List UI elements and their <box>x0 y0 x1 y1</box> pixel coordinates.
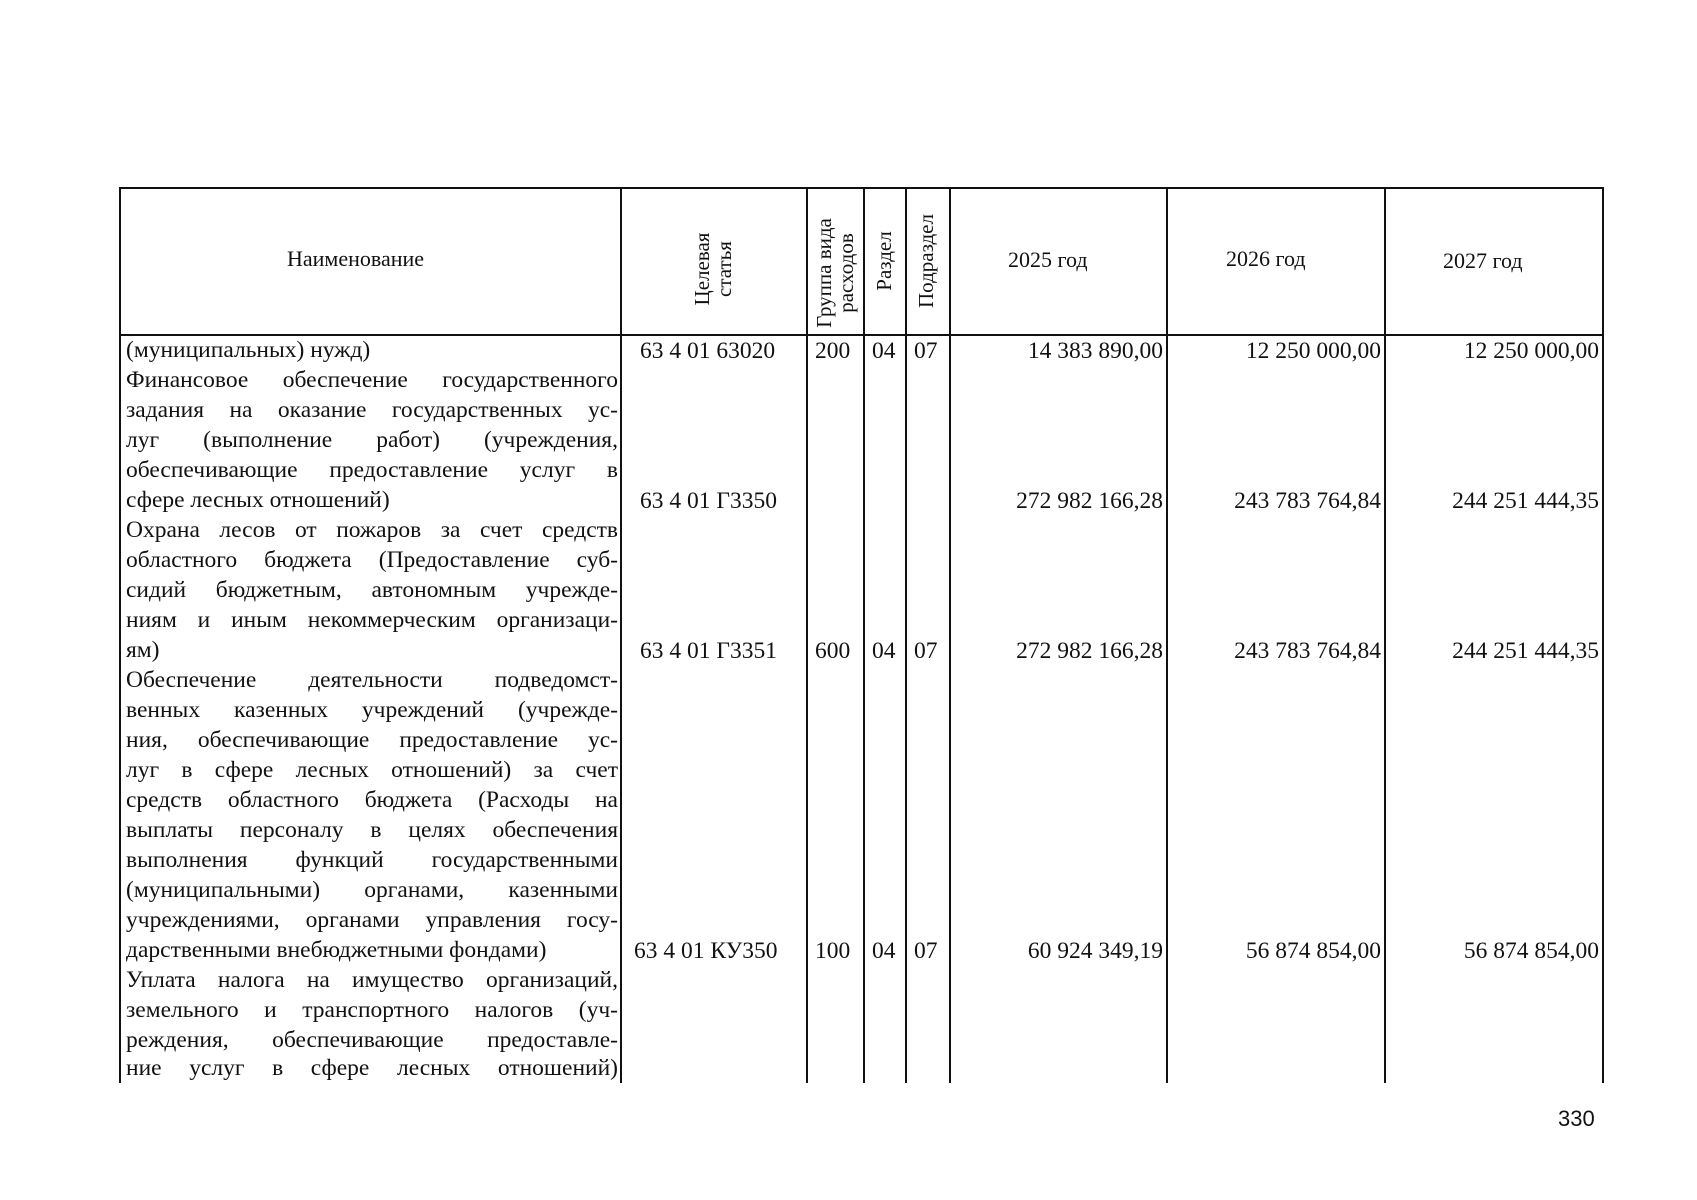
header-2025: 2025 год <box>1008 247 1088 272</box>
row-3-name-line-2: ния, обеспечивающие предоставление ус- <box>126 727 618 753</box>
col-border <box>863 187 865 1083</box>
row-3-2027: 56 874 854,00 <box>1463 938 1599 964</box>
row-3-code: 63 4 01 КУ350 <box>634 938 778 964</box>
col-border <box>119 187 121 1083</box>
row-3-2026: 56 874 854,00 <box>1245 938 1381 964</box>
header-subsection: Подраздел <box>914 214 938 308</box>
row-2-name-line-1: областного бюджета (Предоставление суб- <box>126 547 618 573</box>
row-4-name-line-1: земельного и транспортного налогов (уч- <box>126 997 618 1023</box>
row-3-name-line-3: луг в сфере лесных отношений) за счет <box>126 757 618 783</box>
row-3-name-line-5: выплаты персоналу в целях обеспечения <box>126 817 618 843</box>
table-top-border <box>119 187 1604 189</box>
col-border <box>1602 187 1604 1083</box>
row-1-name-line-0: Финансовое обеспечение государственного <box>126 367 618 393</box>
header-2027: 2027 год <box>1443 248 1523 273</box>
row-3-group: 100 <box>815 938 851 964</box>
page-number: 330 <box>1558 1106 1595 1131</box>
row-2-subsection: 07 <box>914 638 938 664</box>
row-1-2026: 243 783 764,84 <box>1234 488 1381 514</box>
col-border <box>806 187 808 1083</box>
row-4-name-line-0: Уплата налога на имущество организаций, <box>126 967 618 993</box>
row-3-name-line-1: венных казенных учреждений (учрежде- <box>126 697 618 723</box>
row-0-2026: 12 250 000,00 <box>1245 338 1381 364</box>
row-2-2027: 244 251 444,35 <box>1452 638 1599 664</box>
row-1-name-line-3: обеспечивающие предоставление услуг в <box>126 457 618 483</box>
header-2026: 2026 год <box>1226 246 1306 271</box>
row-3-name-line-4: средств областного бюджета (Расходы на <box>126 787 618 813</box>
row-3-section: 04 <box>872 938 896 964</box>
row-3-subsection: 07 <box>914 938 938 964</box>
header-expense-group <box>813 203 859 343</box>
row-2-name-line-2: сидий бюджетным, автономным учрежде- <box>126 577 618 603</box>
row-2-group: 600 <box>815 638 851 664</box>
header-target-article-text: Целевая статья <box>690 232 736 306</box>
row-2-name-line-4: ям) <box>126 637 160 663</box>
row-2-section: 04 <box>872 638 896 664</box>
row-2-name-line-0: Охрана лесов от пожаров за счет средств <box>126 517 618 543</box>
header-target-article <box>691 207 735 331</box>
row-3-name-line-8: учреждениями, органами управления госу- <box>126 907 618 933</box>
row-0-subsection: 07 <box>914 338 938 364</box>
row-3-name-line-0: Обеспечение деятельности подведомст- <box>126 667 618 693</box>
row-2-2025: 272 982 166,28 <box>1016 638 1163 664</box>
row-0-name-line-0: (муниципальных) нужд) <box>126 337 371 363</box>
header-section: Раздел <box>872 231 896 291</box>
row-2-2026: 243 783 764,84 <box>1234 638 1381 664</box>
row-1-code: 63 4 01 Г3350 <box>640 488 777 514</box>
row-0-2025: 14 383 890,00 <box>1027 338 1163 364</box>
row-3-name-line-9: дарственными внебюджетными фондами) <box>126 937 547 963</box>
row-4-name-line-3: ние услуг в сфере лесных отношений) <box>126 1055 618 1081</box>
row-2-name-line-3: ниям и иным некоммерческим организаци- <box>126 607 618 633</box>
row-3-name-line-7: (муниципальными) органами, казенными <box>126 877 618 903</box>
col-border <box>905 187 907 1083</box>
row-1-2027: 244 251 444,35 <box>1452 488 1599 514</box>
row-0-section: 04 <box>872 338 896 364</box>
row-0-2027: 12 250 000,00 <box>1463 338 1599 364</box>
col-border <box>620 187 622 1083</box>
row-0-code: 63 4 01 63020 <box>640 338 776 364</box>
row-0-group: 200 <box>815 338 851 364</box>
header-expense-group-text: Группа вида расходов <box>812 218 858 328</box>
row-1-name-line-4: сфере лесных отношений) <box>126 487 390 513</box>
row-1-2025: 272 982 166,28 <box>1016 488 1163 514</box>
row-1-name-line-1: задания на оказание государственных ус- <box>126 397 618 423</box>
row-1-name-line-2: луг (выполнение работ) (учреждения, <box>126 427 618 453</box>
row-3-2025: 60 924 349,19 <box>1027 938 1163 964</box>
header-name: Наименование <box>287 246 425 271</box>
row-2-code: 63 4 01 Г3351 <box>640 638 777 664</box>
row-3-name-line-6: выполнения функций государственными <box>126 847 618 873</box>
row-4-name-line-2: реждения, обеспечивающие предоставле- <box>126 1027 618 1053</box>
